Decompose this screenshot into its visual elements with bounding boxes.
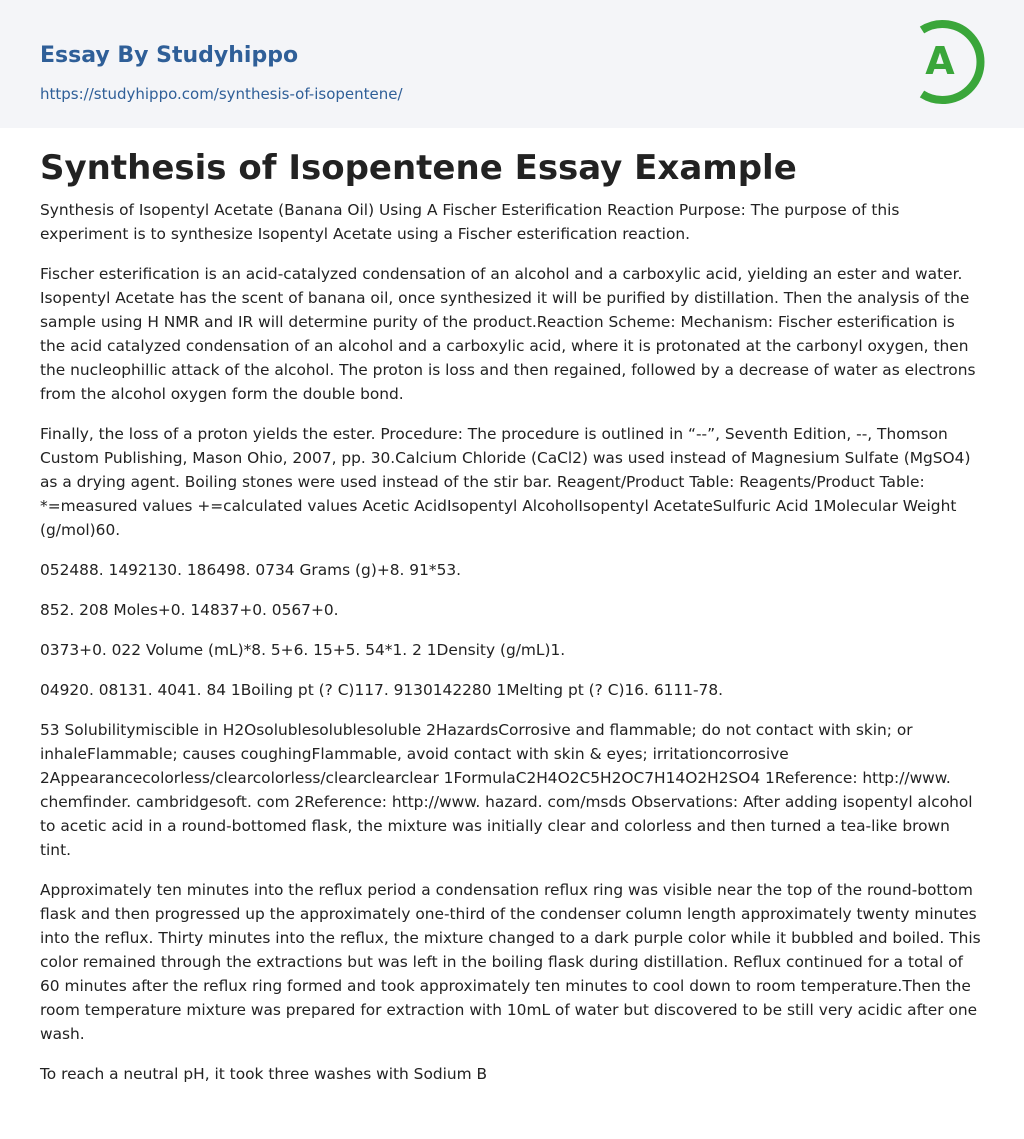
- article: [40, 146, 984, 1102]
- paragraph: 0373+0. 022 Volume (mL)*8. 5+6. 15+5. 54*1. 2 1Density (g/mL)1.: [40, 641, 566, 659]
- paragraph: 052488. 1492130. 186498. 0734 Grams (g)+8. 91*53.: [40, 561, 462, 579]
- paragraph: 53 Solubilitymiscible in H2Osolublesolublesoluble 2HazardsCorrosive and flammable; do not contact with skin; or inhaleFlammable; causes coughingFlammable, avoid contact with skin & eyes; irritationcorrosive 2Appearancecolorless/clearcolorless/clearclearclear 1FormulaC2H4O2C5H2OC7H14O2H2SO4 1Reference: http://www. chemfinder. cambridgesoft. com 2Reference: http://www. hazard. com/msds Observations: After adding isopentyl alcohol to acetic acid in a round-bottomed flask, the mixture was initially clear and colorless and then turned a tea-like brown tint.: [40, 721, 973, 859]
- page-title: Synthesis of Isopentene Essay Example: [40, 148, 797, 188]
- paragraph: Fischer esterification is an acid-catalyzed condensation of an alcohol and a carboxylic acid, yielding an ester and water. Isopentyl Acetate has the scent of banana oil, once synthesized it will be purified by distillation. Then the analysis of the sample using H NMR and IR will determine purity of the product.Reaction Scheme: Mechanism: Fischer esterification is the acid catalyzed condensation of an alcohol and a carboxylic acid, where it is protonated at the carbonyl oxygen, then the nucleophillic attack of the alcohol. The proton is loss and then regained, followed by a decrease of water as electrons from the alcohol oxygen form the double bond.: [40, 265, 976, 403]
- page-url-link[interactable]: https://studyhippo.com/synthesis-of-isopentene/: [40, 85, 403, 103]
- paragraph: Finally, the loss of a proton yields the ester. Procedure: The procedure is outlined in “--”, Seventh Edition, --, Thomson Custom Publishing, Mason Ohio, 2007, pp. 30.Calcium Chloride (CaCl2) was used instead of Magnesium Sulfate (MgSO4) as a drying agent. Boiling stones were used instead of the stir bar. Reagent/Product Table: Reagents/Product Table: *=measured values +=calculated values Acetic AcidIsopentyl AlcoholIsopentyl AcetateSulfuric Acid 1Molecular Weight (g/mol)60.: [40, 425, 971, 539]
- paragraph: Synthesis of Isopentyl Acetate (Banana Oil) Using A Fischer Esterification Reaction Purpose: The purpose of this experiment is to synthesize Isopentyl Acetate using a Fischer esterification reaction.: [40, 201, 900, 243]
- paragraph: 852. 208 Moles+0. 14837+0. 0567+0.: [40, 601, 339, 619]
- site-header: [0, 0, 1024, 128]
- brand-title[interactable]: Essay By Studyhippo: [40, 43, 299, 68]
- logo-letter: A: [925, 39, 955, 83]
- paragraph: To reach a neutral pH, it took three washes with Sodium B: [40, 1065, 488, 1083]
- paragraph: Approximately ten minutes into the reflux period a condensation reflux ring was visible near the top of the round-bottom flask and then progressed up the approximately one-third of the condenser column length approximately twenty minutes into the reflux. Thirty minutes into the reflux, the mixture changed to a dark purple color while it bubbled and boiled. This color remained through the extractions but was left in the boiling flask during distillation. Reflux continued for a total of 60 minutes after the reflux ring formed and took approximately ten minutes to cool down to room temperature.Then the room temperature mixture was prepared for extraction with 10mL of water but discovered to be still very acidic after one wash.: [40, 881, 981, 1043]
- paragraph: 04920. 08131. 4041. 84 1Boiling pt (? C)117. 9130142280 1Melting pt (? C)16. 6111-78.: [40, 681, 724, 699]
- studyhippo-logo-icon[interactable]: [908, 16, 992, 108]
